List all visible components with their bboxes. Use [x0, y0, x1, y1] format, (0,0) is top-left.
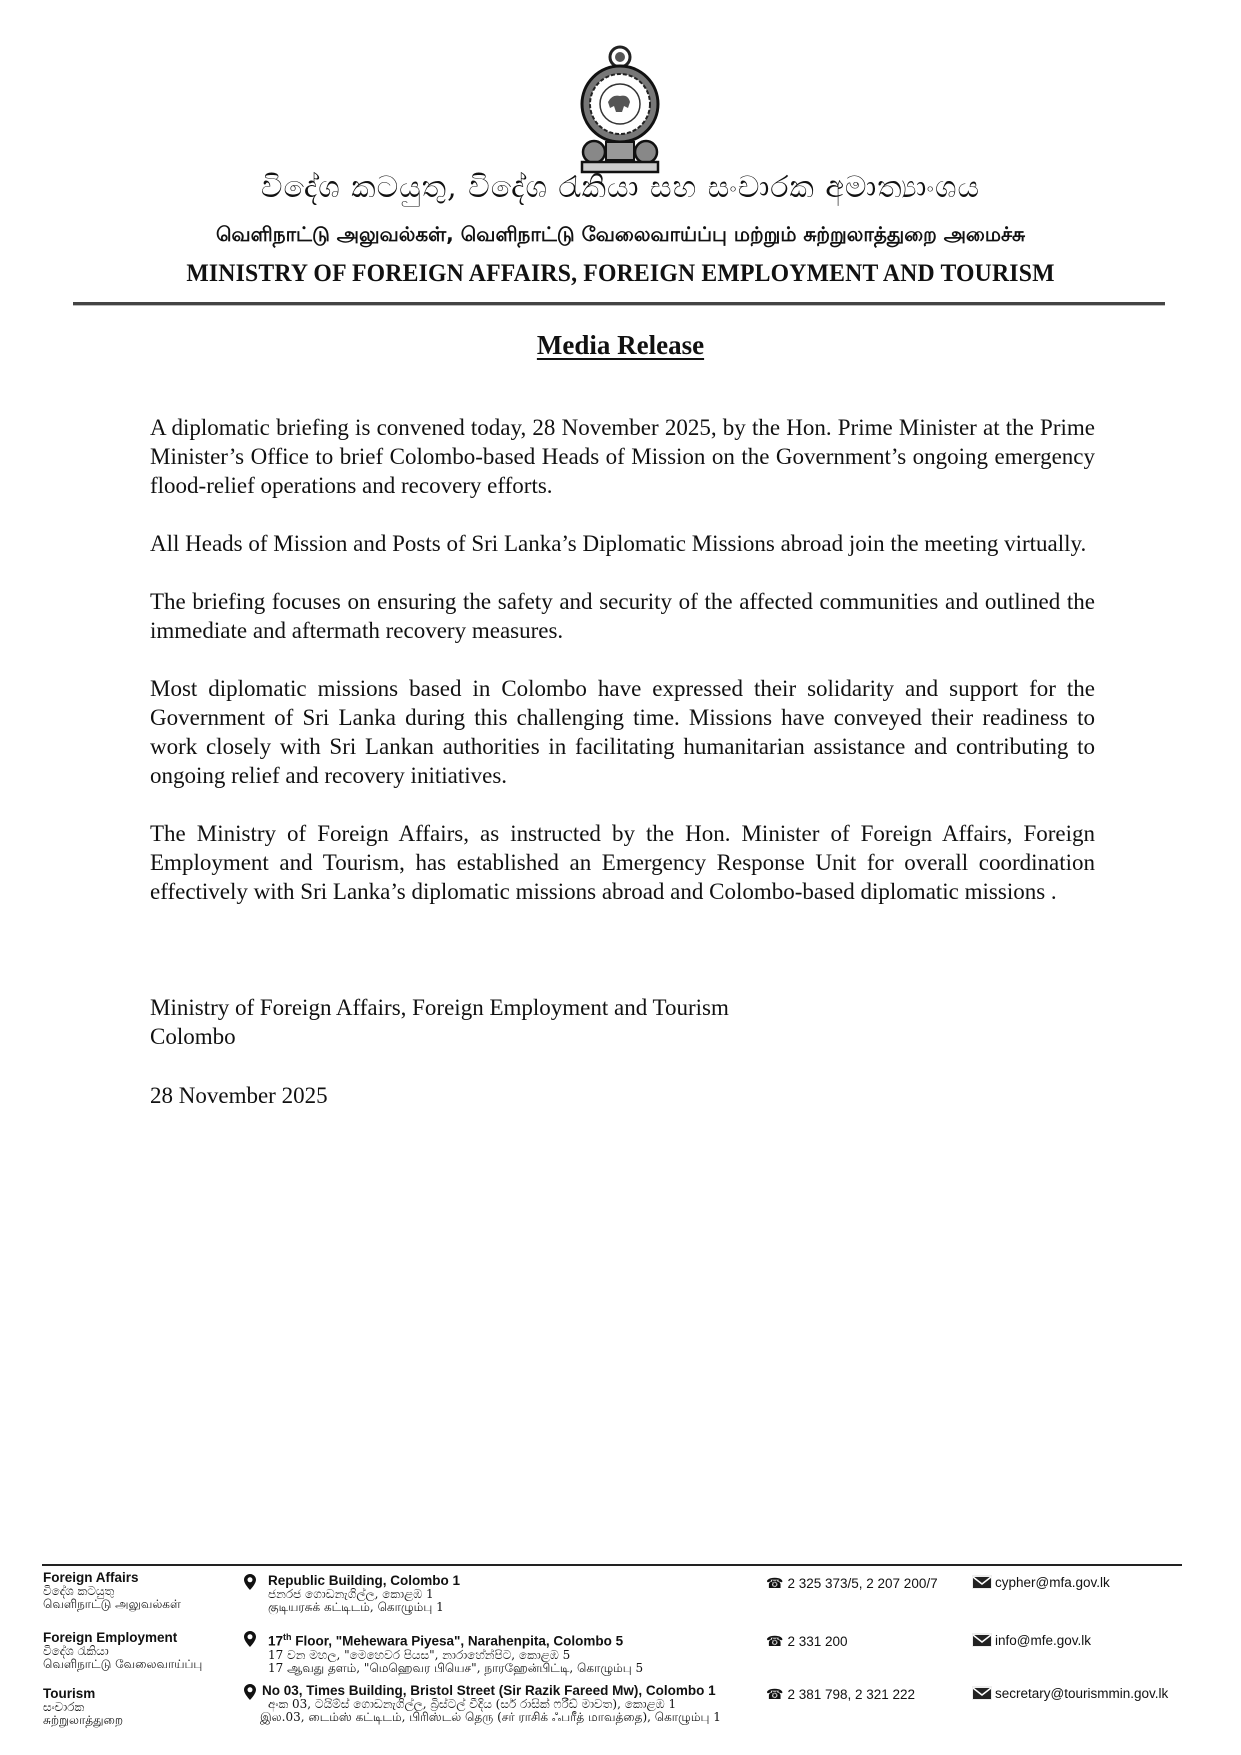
paragraph-response-unit: The Ministry of Foreign Affairs, as instructed by the Hon. Minister of Foreign Affairs, Foreign Employment and Tourism, has established an Emergency Response Unit for overall coordination effectively with Sri Lanka’s diplomatic missions abroad and Colombo-based diplomatic missions . [150, 821, 1095, 904]
phone-number: 2 381 798, 2 321 222 [787, 1687, 916, 1702]
email-address[interactable]: secretary@tourismmin.gov.lk [995, 1686, 1169, 1701]
telephone-icon: ☎ [766, 1633, 784, 1649]
ministry-name-tamil: வெளிநாட்டு அலுவல்கள், வெளிநாட்டு வேலைவாய்ப்பு மற்றும் சுற்றுலாத்துறை அமைச்சு [215, 222, 1026, 246]
paragraph-briefing: A diplomatic briefing is convened today, 28 November 2025, by the Hon. Prime Minister at the Prime Minister’s Office to brief Colombo-based Heads of Mission on the Government’s ongoing emergency flood-relief operations and recovery efforts. [150, 415, 1095, 498]
phone-foreign-affairs [766, 1575, 938, 1592]
location-pin-icon [244, 1684, 256, 1700]
telephone-icon: ☎ [766, 1686, 784, 1702]
paragraph-virtual-attendance: All Heads of Mission and Posts of Sri Lanka’s Diplomatic Missions abroad join the meeting virtually. [150, 531, 1087, 556]
signature-block [150, 993, 729, 1051]
address-foreign-affairs [248, 1573, 460, 1614]
office-name-sinhala: සංචාරක [43, 1700, 85, 1714]
address-tourism [248, 1683, 721, 1724]
office-tourism [43, 1686, 123, 1727]
envelope-icon [972, 1686, 992, 1700]
office-name: Tourism [43, 1686, 96, 1701]
address-foreign-employment [248, 1630, 643, 1675]
phone-number: 2 325 373/5, 2 207 200/7 [787, 1576, 938, 1591]
office-name: Foreign Employment [43, 1630, 178, 1645]
email-address[interactable]: cypher@mfa.gov.lk [995, 1575, 1110, 1590]
address-sinhala: 17 වන මහල, "මෙහෙවර පියස", නාරාහේන්පිට, කොළඹ 5 [268, 1647, 571, 1662]
office-foreign-affairs [43, 1570, 181, 1611]
document-title: Media Release [536, 330, 705, 360]
office-foreign-employment [43, 1630, 202, 1671]
location-pin-icon [244, 1574, 256, 1590]
office-name-tamil: வெளிநாட்டு வேலைவாய்ப்பு [43, 1657, 203, 1671]
paragraph-solidarity: Most diplomatic missions based in Colombo have expressed their solidarity and support for the Government of Sri Lanka during this challenging time. Missions have conveyed their readiness to work closely with Sri Lankan authorities in facilitating humanitarian assistance and contributing to ongoing relief and recovery initiatives. [150, 676, 1095, 788]
address-sinhala: ජනරජ ගොඩනැගිල්ල, කොළඹ 1 [268, 1587, 434, 1601]
footer-divider [42, 1564, 1182, 1566]
phone-number: 2 331 200 [787, 1634, 848, 1649]
office-name-sinhala: විදේශ කටයුතු [43, 1584, 115, 1598]
address-sinhala: අංක 03, ටයිම්ස් ගොඩනැගිල්ල, බ්‍රිස්ටල් වීදිය (සර් රාසික් ෆරීඩ් මාවත), කොළඹ 1 [268, 1697, 677, 1711]
signature-city: Colombo [150, 1024, 236, 1049]
address-english: Republic Building, Colombo 1 [268, 1573, 460, 1588]
office-name-tamil: வெளிநாட்டு அலுவல்கள் [43, 1597, 181, 1611]
release-date: 28 November 2025 [150, 1083, 328, 1108]
signature-ministry: Ministry of Foreign Affairs, Foreign Employment and Tourism [150, 995, 729, 1020]
email-address[interactable]: info@mfe.gov.lk [995, 1633, 1091, 1648]
address-english: No 03, Times Building, Bristol Street (Sir Razik Fareed Mw), Colombo 1 [262, 1683, 716, 1698]
office-name-sinhala: විදේශ රැකියා [43, 1644, 109, 1658]
location-pin-icon [244, 1631, 256, 1647]
email-tourism[interactable] [972, 1686, 1168, 1701]
telephone-icon: ☎ [766, 1575, 784, 1591]
national-emblem-icon [576, 44, 664, 174]
address-english: 17th Floor, "Mehewara Piyesa", Narahenpita, Colombo 5 [268, 1632, 624, 1649]
address-tamil: இல.03, டைம்ஸ் கட்டிடம், பிரிஸ்டல் தெரு (சர் ராசிக் ஃபரீத் மாவத்தை), கொழும்பு 1 [260, 1710, 721, 1724]
phone-tourism [766, 1686, 915, 1703]
envelope-icon [972, 1575, 992, 1589]
office-name: Foreign Affairs [43, 1570, 139, 1585]
email-foreign-affairs[interactable] [972, 1575, 1110, 1590]
email-foreign-employment[interactable] [972, 1633, 1091, 1648]
address-tamil: குடியரசுக் கட்டிடம், கொழும்பு 1 [268, 1600, 444, 1614]
address-tamil: 17 ஆவது தளம், "மெஹெவர பியெச", நாரஹேன்பிட்டி, கொழும்பு 5 [268, 1660, 644, 1675]
ministry-name-sinhala: විදේශ කටයුතු, විදේශ රැකියා සහ සංචාරක අමාත්‍යාංශය [260, 170, 981, 205]
ministry-name-english: MINISTRY OF FOREIGN AFFAIRS, FOREIGN EMPLOYMENT AND TOURISM [186, 258, 1055, 287]
phone-foreign-employment [766, 1633, 848, 1650]
paragraph-focus: The briefing focuses on ensuring the safety and security of the affected communities and outlined the immediate and aftermath recovery measures. [150, 589, 1095, 643]
document-body [150, 413, 1095, 935]
office-name-tamil: சுற்றுலாத்துறை [43, 1713, 124, 1727]
envelope-icon [972, 1633, 992, 1647]
header-divider [73, 302, 1165, 306]
